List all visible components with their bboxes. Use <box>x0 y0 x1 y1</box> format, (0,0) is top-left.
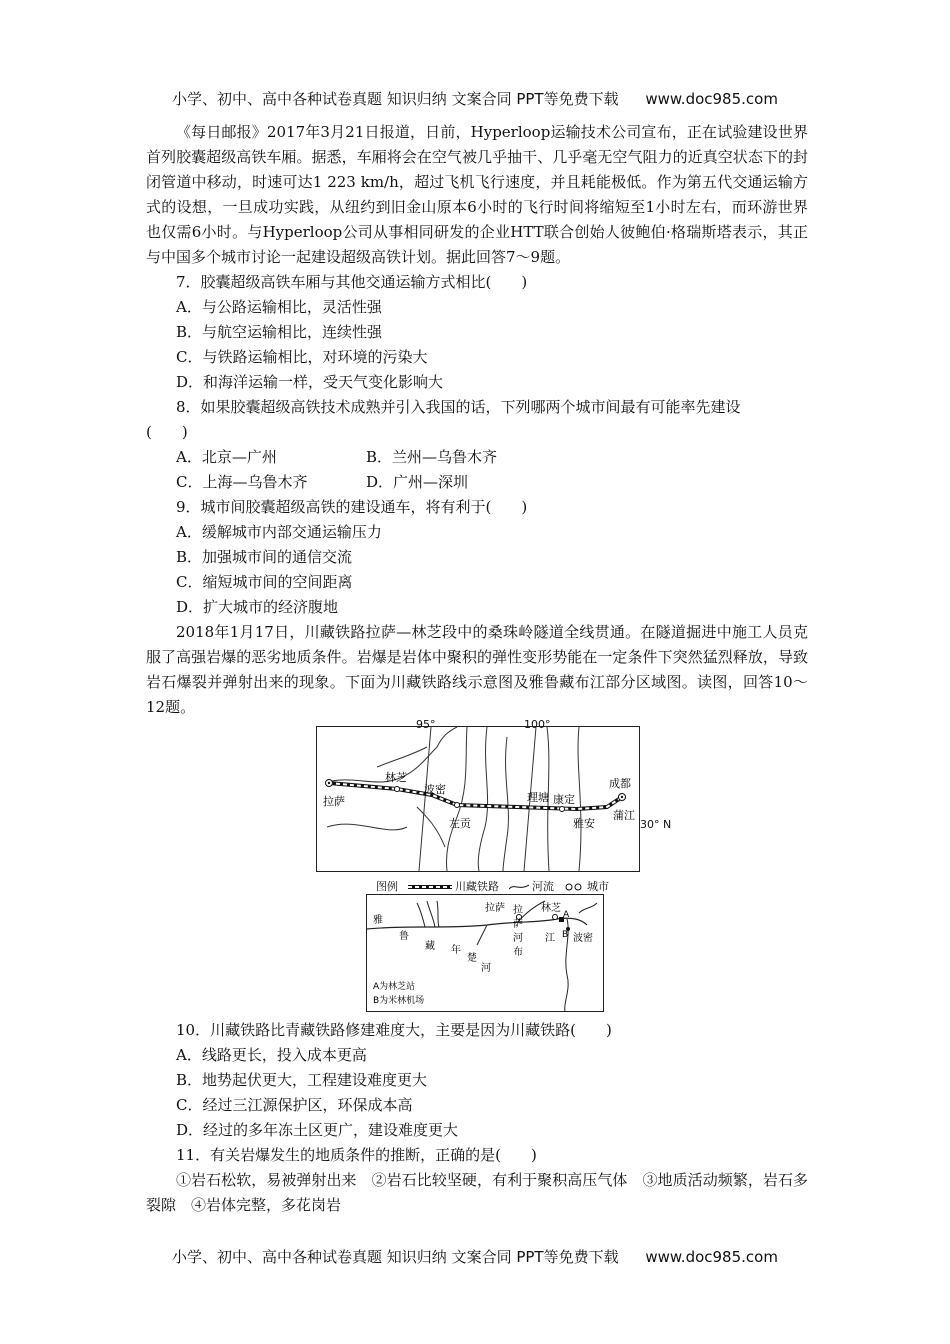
question-8-option-d: D．广州—深圳 <box>366 473 469 491</box>
label-lhasa-city: 拉萨 <box>485 903 505 914</box>
question-8-stem: 8．如果胶囊超级高铁技术成熟并引入我国的话，下列哪两个城市间最有可能率先建设 <box>176 398 741 416</box>
passage-2: 2018年1月17日，川藏铁路拉萨—林芝段中的桑珠岭隧道全线贯通。在隧道掘进中施工人员克服了高强岩爆的恶劣地质条件。岩爆是岩体中聚积的弹性变形势能在一定条件下突然猛烈释放，导致岩石爆裂并弹射出来的现象。下面为川藏铁路线示意图及雅鲁藏布江部分区域图。读图，回答10～12题。 <box>146 623 808 716</box>
question-8-options-row-2 <box>146 470 808 495</box>
legend-title: 图例 <box>376 880 398 893</box>
legend-city-icon <box>564 883 584 891</box>
legend-rail-icon <box>408 883 452 891</box>
railway-line-dash <box>329 783 622 809</box>
city-label-yaan: 雅安 <box>573 817 595 830</box>
note-b: B为米林机场 <box>373 996 425 1006</box>
question-10-stem: 10．川藏铁路比青藏铁路修建难度大，主要是因为川藏铁路( ) <box>176 1021 612 1039</box>
river-tributary <box>579 903 597 913</box>
river-path <box>446 727 467 871</box>
city-marker-nyingchi <box>395 787 400 792</box>
maps-figure <box>146 718 808 1012</box>
label-bomi: 波密 <box>573 933 593 944</box>
river-tributary <box>427 901 435 927</box>
document-body <box>146 120 808 1218</box>
river-tributary <box>437 901 439 927</box>
label-lhasa-river-1: 拉 <box>513 905 523 916</box>
page-footer <box>0 1246 950 1267</box>
yarlung-tsangpo-map <box>366 894 604 1012</box>
city-label-bomi: 波密 <box>424 783 446 796</box>
label-nyang-chu: 楚 <box>467 953 477 964</box>
label-river-bu: 布 <box>513 947 523 958</box>
question-9-stem: 9．城市间胶囊超级高铁的建设通车，将有利于( ) <box>176 498 528 516</box>
legend-rail-label: 川藏铁路 <box>455 880 499 893</box>
question-9-option-a: A．缓解城市内部交通运输压力 <box>176 523 382 541</box>
question-7-option-a: A．与公路运输相比，灵活性强 <box>176 298 382 316</box>
question-7-stem: 7．胶囊超级高铁车厢与其他交通运输方式相比( ) <box>176 273 528 291</box>
label-b: B <box>562 930 569 940</box>
question-10-option-d: D．经过的多年冻土区更广，建设难度更大 <box>176 1121 459 1139</box>
question-9-option-c: C．缩短城市间的空间距离 <box>176 573 353 591</box>
question-9-option-d: D．扩大城市的经济腹地 <box>176 598 339 616</box>
page-header <box>0 88 950 109</box>
question-8-option-c: C．上海—乌鲁木齐 <box>176 473 308 491</box>
river-nyang <box>477 925 487 945</box>
city-label-zogang: 左贡 <box>449 817 471 830</box>
question-8-option-a: A．北京—广州 <box>176 448 277 466</box>
city-marker-chengdu-dot <box>621 796 623 798</box>
legend-city-label: 城市 <box>587 880 609 893</box>
city-label-pujiang: 蒲江 <box>613 809 635 822</box>
question-11-body: ①岩石松软，易被弹射出来 ②岩石比较坚硬，有利于聚积高压气体 ③地质活动频繁，岩石多裂隙 ④岩体完整，多花岗岩 <box>146 1171 808 1214</box>
latitude-30-label: 30° N <box>640 818 672 831</box>
river-path <box>327 824 407 830</box>
legend-river-icon <box>509 883 529 891</box>
question-7-option-c: C．与铁路运输相比，对环境的污染大 <box>176 348 428 366</box>
question-7-option-b: B．与航空运输相比，连续性强 <box>176 323 383 341</box>
label-nyingchi: 林芝 <box>541 903 561 914</box>
river-yarlung <box>367 918 587 929</box>
label-lhasa-river-3: 河 <box>513 933 523 944</box>
question-7-option-d: D．和海洋运输一样，受天气变化影响大 <box>176 373 444 391</box>
question-10-option-a: A．线路更长，投入成本更高 <box>176 1046 367 1064</box>
header-text: 小学、初中、高中各种试卷真题 知识归纳 文案合同 PPT等免费下载 <box>172 90 619 108</box>
sichuan-tibet-railway-map <box>316 726 640 872</box>
question-10-option-b: B．地势起伏更大，工程建设难度更大 <box>176 1071 428 1089</box>
footer-site-link[interactable]: www.doc985.com <box>645 1248 778 1266</box>
river-path <box>578 727 581 871</box>
label-a: A <box>563 910 570 920</box>
label-nyang-he: 河 <box>481 963 491 974</box>
city-label-nyingchi: 林芝 <box>385 771 407 784</box>
longitude-100-label: 100° <box>524 718 551 731</box>
header-site-link[interactable]: www.doc985.com <box>645 90 778 108</box>
city-marker-lhasa-dot <box>328 782 330 784</box>
label-river-jiang: 江 <box>545 933 555 944</box>
city-marker-nyingchi <box>553 915 558 920</box>
river-tributary <box>417 903 425 927</box>
question-10-option-c: C．经过三江源保护区，环保成本高 <box>176 1096 413 1114</box>
question-8-option-b: B．兰州—乌鲁木齐 <box>366 448 498 466</box>
note-a: A为林芝站 <box>373 982 416 992</box>
city-marker-yaan <box>560 807 565 812</box>
passage-1: 《每日邮报》2017年3月21日报道，日前，Hyperloop运输技术公司宣布，正在试验建设世界首列胶囊超级高铁车厢。据悉，车厢将会在空气被几乎抽干、几乎毫无空气阻力的近真空状态下的封闭管道中移动，时速可达1 223 km/h，超过飞机飞行速度，并且耗能极低。作为第五代交通运输方式的设想，一旦成功实践，从纽约到旧金山原本6小时的飞行时间将缩短至1小时左右，而环游世界也仅需6小时。与Hyperloop公司从事相同研发的企业HTT联合创始人彼鲍伯·格瑞斯塔表示，其正与中国多个城市讨论一起建设超级高铁计划。据此回答7～9题。 <box>146 123 808 266</box>
question-11-stem: 11．有关岩爆发生的地质条件的推断，正确的是( ) <box>176 1146 537 1164</box>
river-path <box>377 747 427 767</box>
question-9-option-b: B．加强城市间的通信交流 <box>176 548 353 566</box>
city-label-kangding: 康定 <box>553 793 575 806</box>
label-river-zang: 藏 <box>425 941 435 952</box>
longitude-95-heading: 95° <box>416 718 436 731</box>
question-8-options-row-1 <box>146 445 808 470</box>
label-lhasa-river-2: 萨 <box>513 919 523 930</box>
label-river-lu: 鲁 <box>399 931 409 942</box>
river-path <box>478 727 487 871</box>
label-river-ya: 雅 <box>373 915 383 926</box>
longitude-95-line <box>419 727 431 871</box>
question-8-paren: ( ) <box>146 423 188 441</box>
city-label-lhasa: 拉萨 <box>323 795 345 808</box>
city-label-chengdu: 成都 <box>609 777 631 790</box>
city-marker-bomi <box>455 803 460 808</box>
river-path <box>503 737 508 871</box>
city-label-litang: 理塘 <box>527 791 549 804</box>
label-nyang-nian: 年 <box>451 945 461 956</box>
footer-text: 小学、初中、高中各种试卷真题 知识归纳 文案合同 PPT等免费下载 <box>172 1248 619 1266</box>
legend-river-label: 河流 <box>532 880 554 893</box>
